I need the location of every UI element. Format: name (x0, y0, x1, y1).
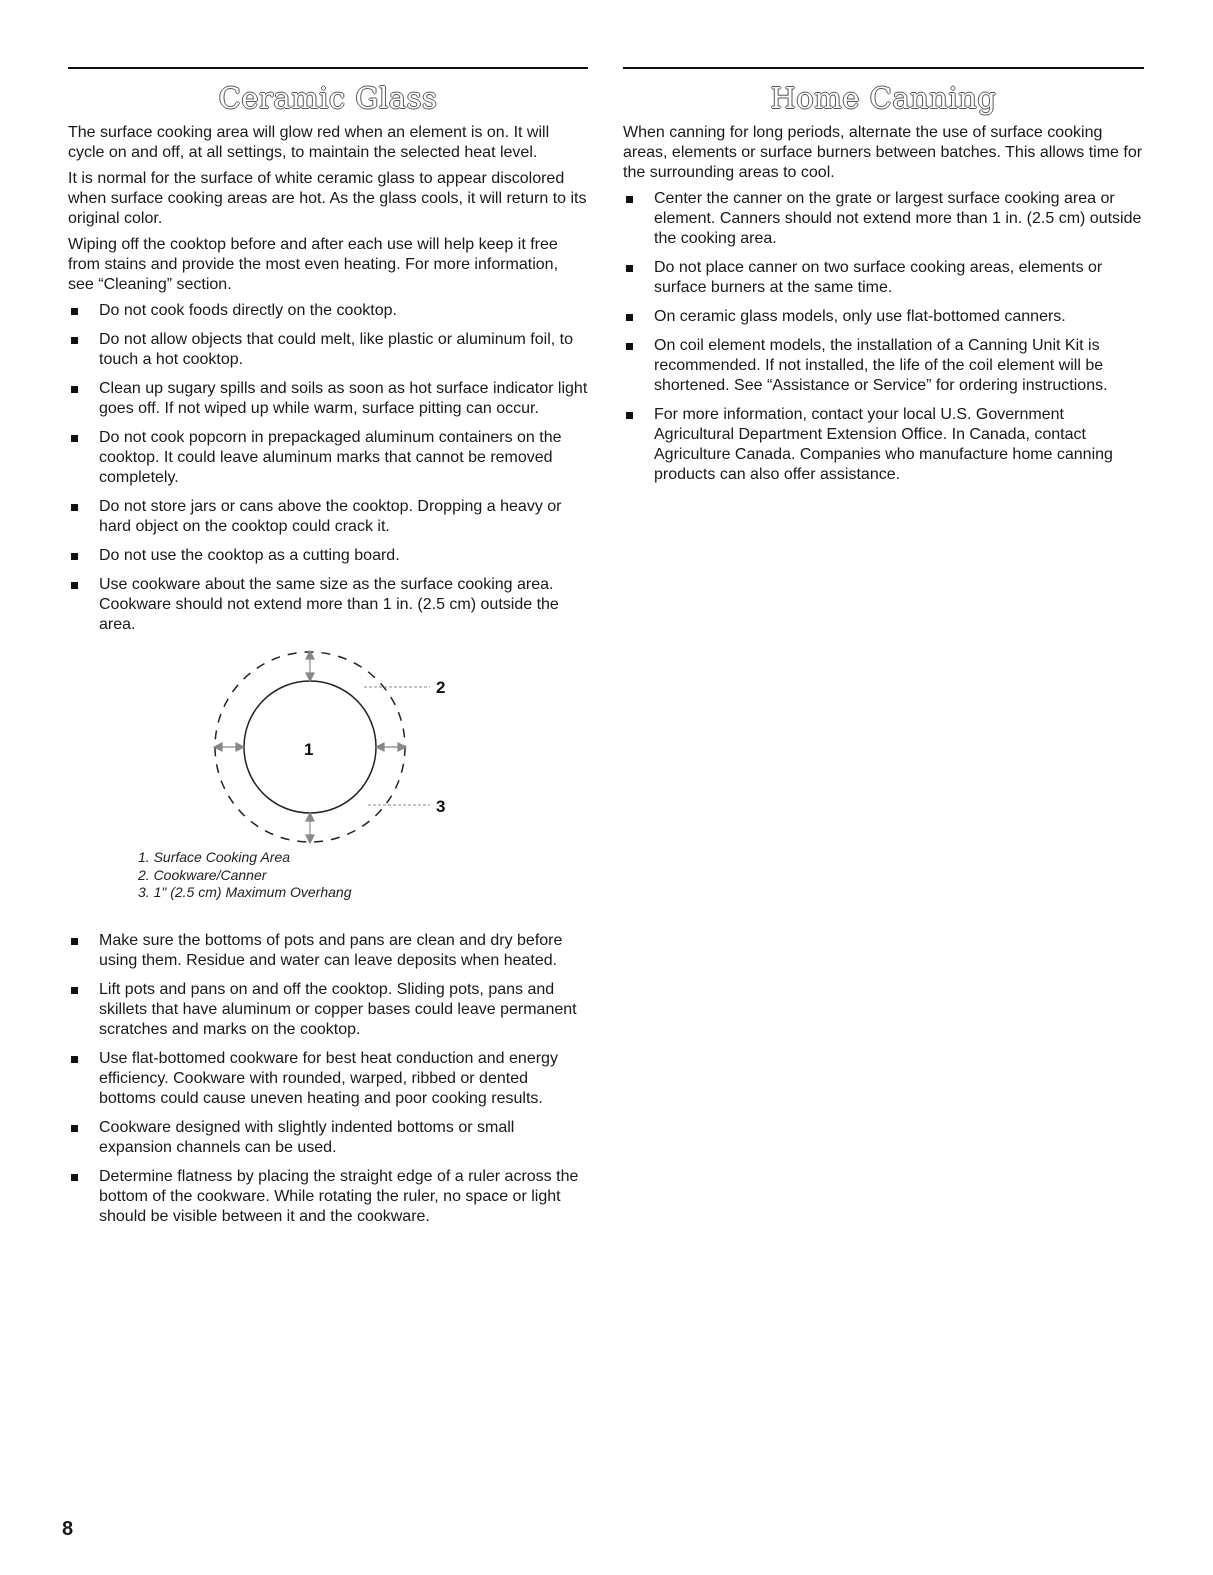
bullet-icon (626, 412, 633, 419)
bullet-icon (71, 386, 78, 393)
bullet-icon (71, 987, 78, 994)
cookware-diagram (68, 647, 588, 847)
bullet-list (68, 301, 588, 635)
paragraph: The surface cooking area will glow red when an element is on. It will cycle on and off, at all settings, to maintain the selected heat level. (68, 124, 550, 161)
bullet-icon (71, 504, 78, 511)
list-item: Make sure the bottoms of pots and pans are clean and dry before using them. Residue and water can leave deposits when heated. (68, 931, 588, 971)
bullet-icon (71, 1125, 78, 1132)
bullet-icon (71, 1174, 78, 1181)
home-canning-body (623, 123, 1144, 494)
label-3: 3 (436, 797, 446, 816)
bullet-icon (626, 265, 633, 272)
list-item: Do not store jars or cans above the cooktop. Dropping a heavy or hard object on the cooktop could crack it. (68, 497, 588, 537)
list-item: On coil element models, the installation of a Canning Unit Kit is recommended. If not installed, the life of the coil element will be shortened. See “Assistance or Service” for ordering instructions. (623, 336, 1144, 396)
bullet-icon (626, 343, 633, 350)
bullet-icon (71, 582, 78, 589)
section-rule (68, 67, 588, 69)
bullet-icon (71, 337, 78, 344)
list-item: Do not allow objects that could melt, like plastic or aluminum foil, to touch a hot cooktop. (68, 330, 588, 370)
bullet-icon (71, 938, 78, 945)
list-item: Do not cook foods directly on the cooktop. (68, 301, 588, 321)
label-1: 1 (304, 740, 314, 759)
figure-captions (138, 849, 351, 902)
cookware-overhang-figure (68, 647, 588, 919)
list-item: Lift pots and pans on and off the cooktop. Sliding pots, pans and skillets that have aluminum or copper bases could leave permanent scratches and marks on the cooktop. (68, 980, 588, 1040)
paragraph: It is normal for the surface of white ceramic glass to appear discolored when surface cooking areas are hot. As the glass cools, it will return to its original color. (68, 170, 587, 227)
paragraph: When canning for long periods, alternate the use of surface cooking areas, elements or surface burners between batches. This allows time for the surrounding areas to cool. (623, 124, 1143, 181)
list-item: Do not place canner on two surface cooking areas, elements or surface burners at the same time. (623, 258, 1144, 298)
ceramic-glass-body (68, 123, 588, 1236)
section-rule (623, 67, 1144, 69)
caption: 3. 1" (2.5 cm) Maximum Overhang (138, 884, 352, 900)
list-item: Determine flatness by placing the straight edge of a ruler across the bottom of the cookware. While rotating the ruler, no space or light should be visible between it and the cookware. (68, 1167, 588, 1227)
bullet-icon (71, 308, 78, 315)
bullet-icon (71, 553, 78, 560)
list-item: Use flat-bottomed cookware for best heat conduction and energy efficiency. Cookware with rounded, warped, ribbed or dented bottoms could cause uneven heating and poor cooking results. (68, 1049, 588, 1109)
list-item: Center the canner on the grate or largest surface cooking area or element. Canners should not extend more than 1 in. (2.5 cm) outside the cooking area. (623, 189, 1144, 249)
list-item: For more information, contact your local U.S. Government Agricultural Department Extension Office. In Canada, contact Agriculture Canada. Companies who manufacture home canning products can also offer assistance. (623, 405, 1144, 485)
list-item: Cookware designed with slightly indented bottoms or small expansion channels can be used. (68, 1118, 588, 1158)
bullet-list (623, 189, 1144, 485)
list-item: On ceramic glass models, only use flat-bottomed canners. (623, 307, 1144, 327)
paragraph: Wiping off the cooktop before and after each use will help keep it free from stains and provide the most even heating. For more information, see “Cleaning” section. (68, 236, 559, 293)
page-number: 8 (62, 1518, 74, 1540)
bullet-icon (626, 314, 633, 321)
list-item: Clean up sugary spills and soils as soon as hot surface indicator light goes off. If not wiped up while warm, surface pitting can occur. (68, 379, 588, 419)
bullet-icon (71, 1056, 78, 1063)
label-2: 2 (436, 678, 446, 697)
list-item: Use cookware about the same size as the surface cooking area. Cookware should not extend more than 1 in. (2.5 cm) outside the area. (68, 575, 588, 635)
bullet-icon (71, 435, 78, 442)
section-title: Home Canning (770, 81, 997, 115)
section-title: Ceramic Glass (218, 81, 438, 115)
caption: 2. Cookware/Canner (138, 866, 267, 883)
list-item: Do not cook popcorn in prepackaged aluminum containers on the cooktop. It could leave aluminum marks that cannot be removed completely. (68, 428, 588, 488)
bullet-icon (626, 196, 633, 203)
bullet-list (68, 931, 588, 1227)
list-item: Do not use the cooktop as a cutting board. (68, 546, 588, 566)
caption: 1. Surface Cooking Area (138, 849, 291, 865)
